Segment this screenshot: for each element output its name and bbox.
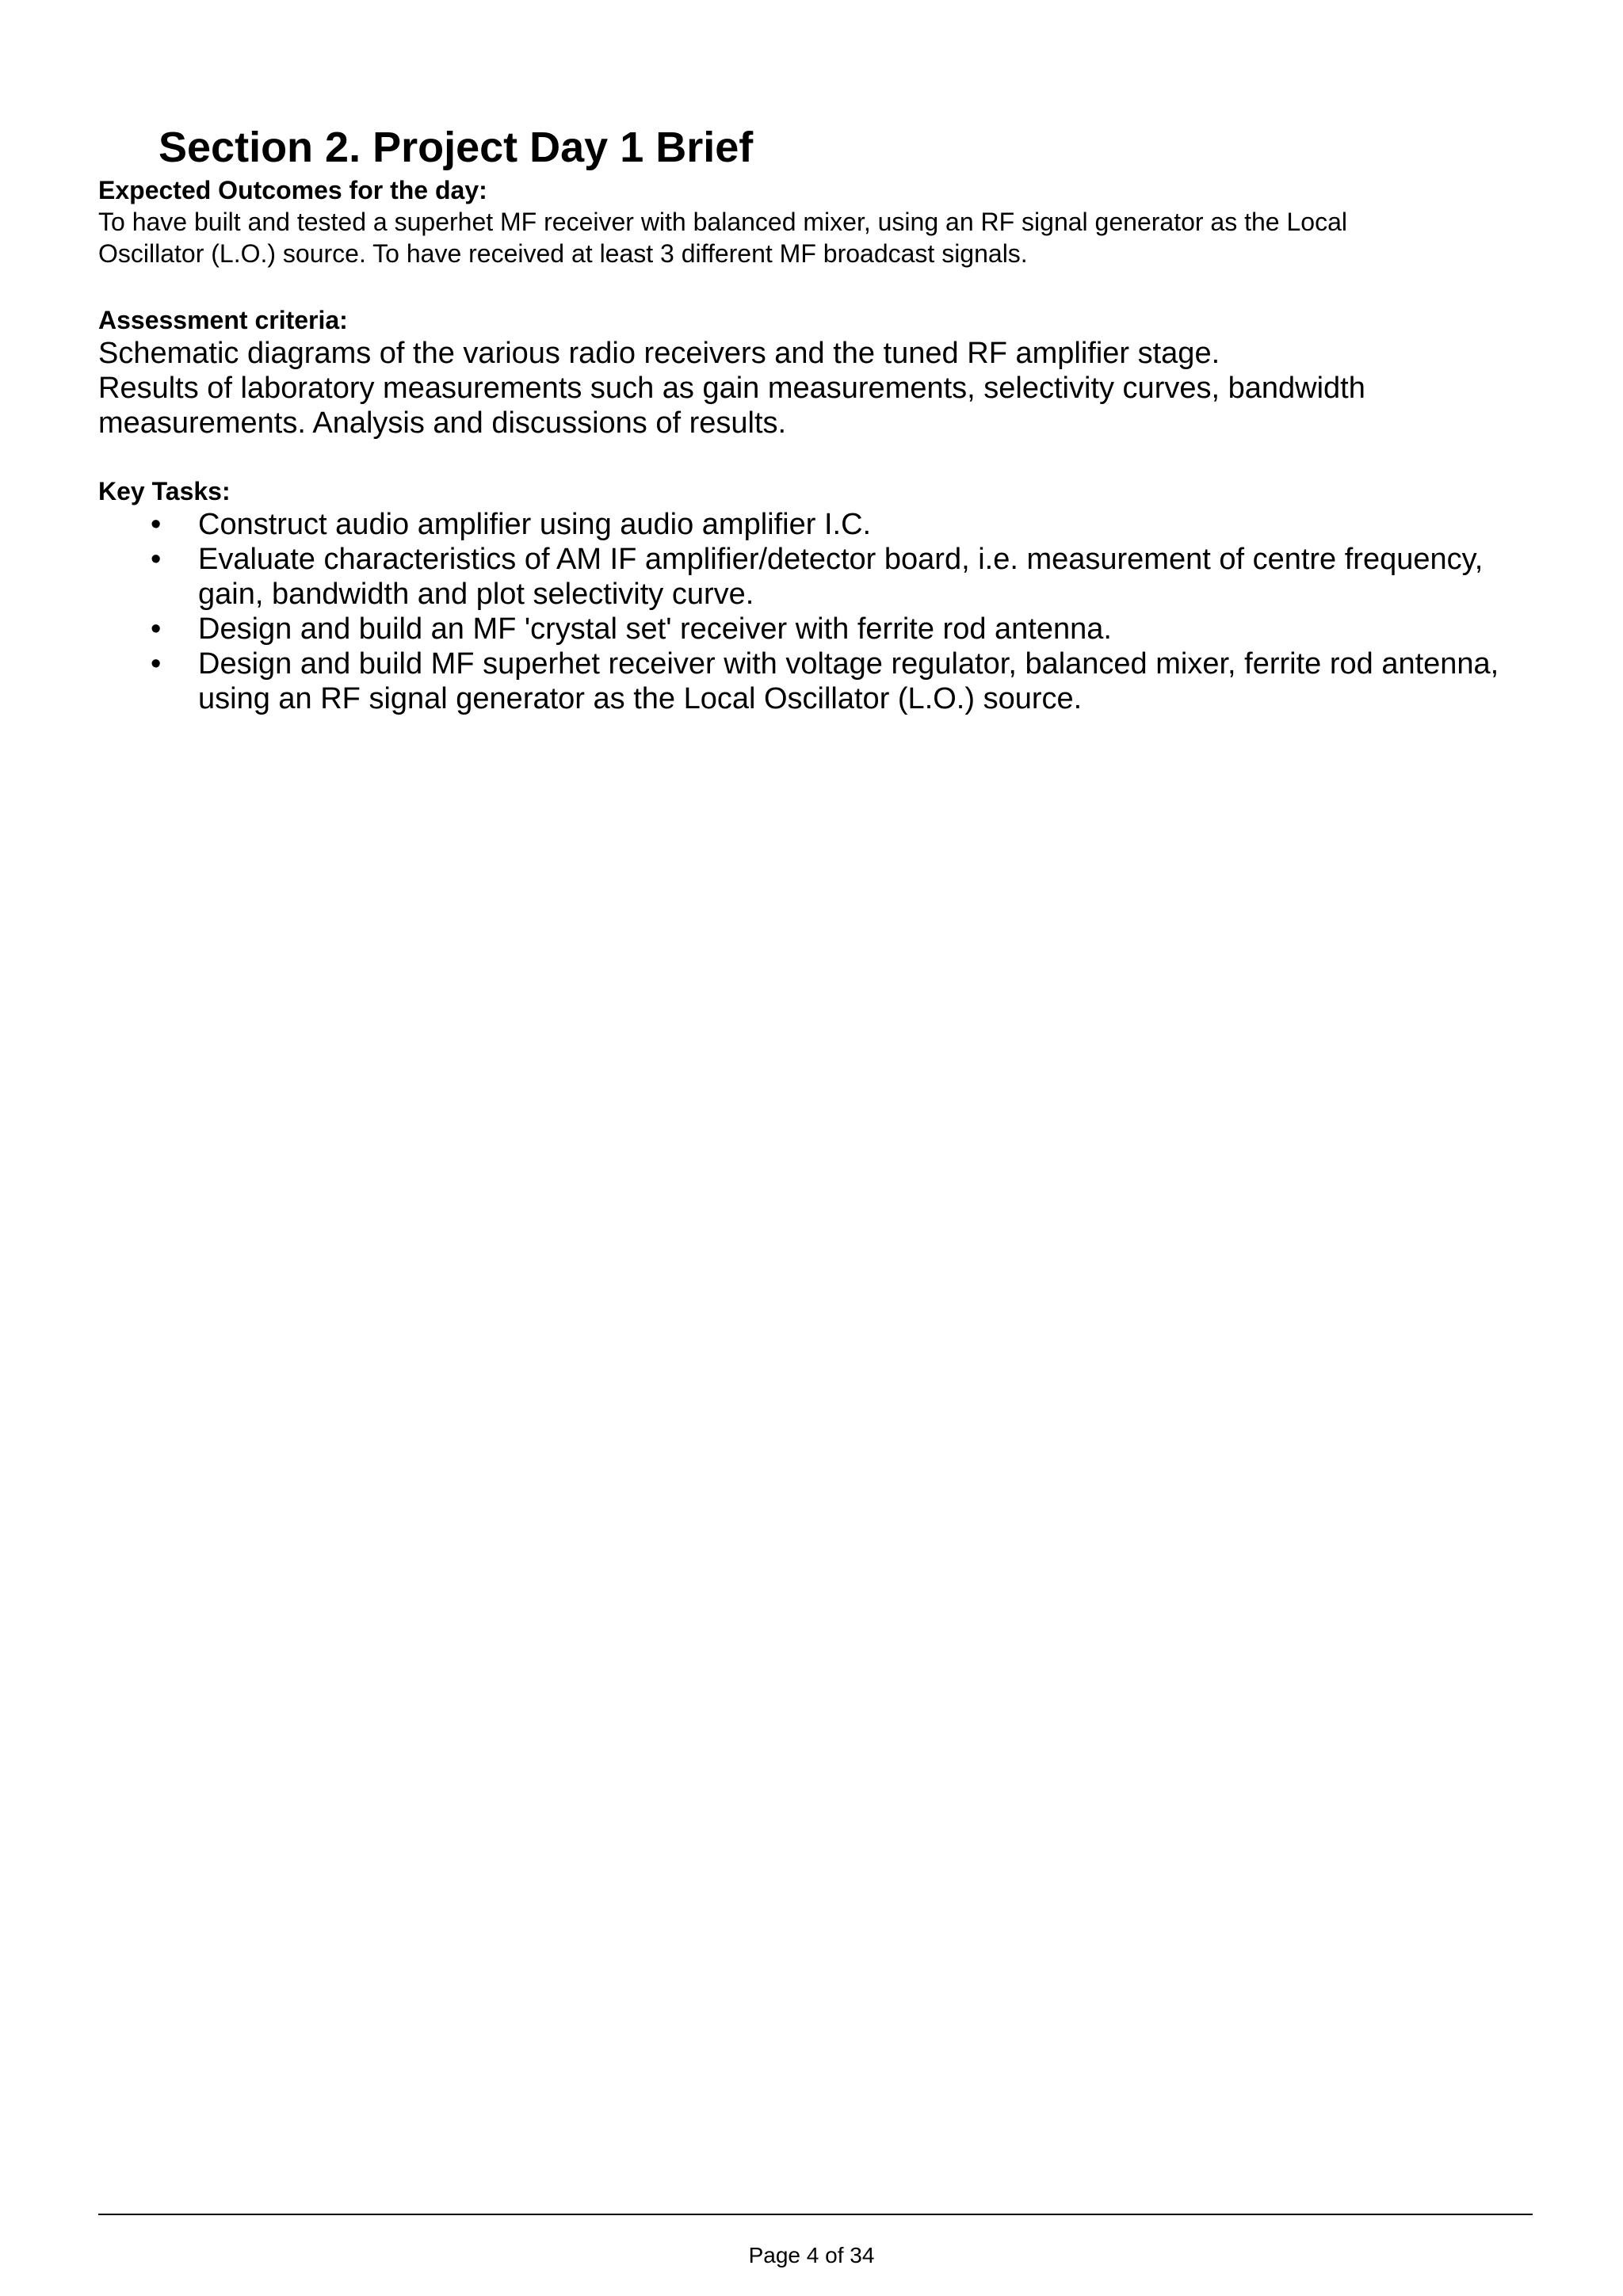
page-number: Page 4 of 34 (748, 2243, 875, 2267)
assessment-criteria-line: measurements. Analysis and discussions of results. (98, 406, 787, 440)
page-content (98, 120, 1533, 716)
bullet-icon: • (151, 647, 162, 681)
task-line: Evaluate characteristics of AM IF amplifier/detector board, i.e. measurement of centre frequency, (198, 543, 1484, 576)
list-item (98, 646, 1533, 716)
task-line: Construct audio amplifier using audio amplifier I.C. (198, 508, 872, 541)
expected-outcomes-block (98, 174, 1533, 269)
expected-outcomes-line: Oscillator (L.O.) source. To have received at least 3 different MF broadcast signals. (98, 239, 1028, 268)
key-tasks-list (98, 507, 1533, 716)
bullet-icon: • (151, 543, 162, 576)
task-line: Design and build MF superhet receiver with voltage regulator, balanced mixer, ferrite rod antenna, (198, 647, 1499, 681)
list-item (98, 612, 1533, 646)
key-tasks-block (98, 475, 1533, 716)
list-item (98, 507, 1533, 542)
key-tasks-heading: Key Tasks: (98, 477, 231, 505)
assessment-criteria-block (98, 304, 1533, 441)
assessment-criteria-heading: Assessment criteria: (98, 306, 348, 334)
task-line: gain, bandwidth and plot selectivity curve. (198, 578, 754, 611)
expected-outcomes-line: To have built and tested a superhet MF receiver with balanced mixer, using an RF signal generator as the Local (98, 208, 1347, 236)
assessment-criteria-line: Results of laboratory measurements such as gain measurements, selectivity curves, bandwidth (98, 372, 1365, 405)
footer-divider (98, 2214, 1533, 2215)
section-title: Section 2. Project Day 1 Brief (158, 124, 754, 171)
bullet-icon: • (151, 612, 162, 646)
expected-outcomes-heading: Expected Outcomes for the day: (98, 176, 487, 204)
task-line: Design and build an MF 'crystal set' receiver with ferrite rod antenna. (198, 612, 1112, 646)
bullet-icon: • (151, 508, 162, 541)
spacer (98, 269, 1533, 304)
assessment-criteria-line: Schematic diagrams of the various radio receivers and the tuned RF amplifier stage. (98, 337, 1220, 370)
spacer (98, 441, 1533, 475)
task-line: using an RF signal generator as the Local Oscillator (L.O.) source. (198, 682, 1083, 715)
list-item (98, 542, 1533, 612)
